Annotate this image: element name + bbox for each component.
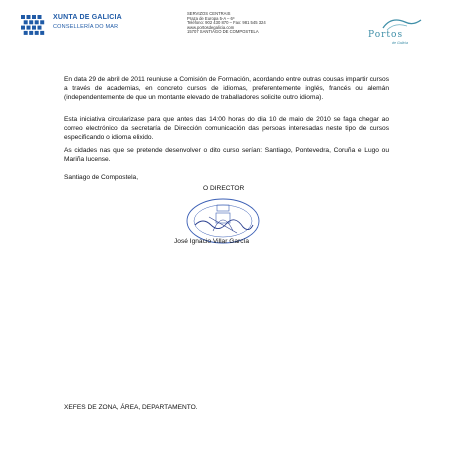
paragraph-meeting: En data 29 de abril de 2011 reuniuse a Comisión de Formación, acordando entre outras cousas impartir cursos a través de academias, en concreto cursos de idiomas, preferentemente inglés, francés ou alemán (independentemente de que un montante elevado de traballadores solicite outro idioma). — [64, 76, 389, 101]
recipients-line: XEFES DE ZONA, ÁREA, DEPARTAMENTO. — [64, 404, 198, 411]
org-name: XUNTA DE GALICIA — [53, 14, 122, 21]
address-line: Praza de Europa 5-A – 6º — [187, 15, 235, 21]
address-line: SERVIZOS CENTRAIS — [187, 11, 231, 16]
department-name: CONSELLERÍA DO MAR — [53, 24, 119, 30]
address-line: www.portosdegalicia.com — [187, 24, 235, 30]
paragraph-cities: As cidades nas que se pretende desenvolver o dito curso serían: Santiago, Pontevedra, Coruña e Lugo ou Mariña lucense. — [64, 147, 389, 163]
portos-subtitle: de Galicia — [392, 41, 408, 45]
address-line: Teléfono: 902 430 870 – Fax: 981 545 324 — [187, 20, 266, 26]
address-line: 15707 SANTIAGO DE COMPOSTELA — [187, 29, 259, 35]
address-block — [187, 12, 266, 35]
signer-name: José Ignacio Villar García — [174, 238, 250, 245]
xunta-galicia-logo-icon — [21, 15, 47, 35]
place-line: Santiago de Compostela, — [64, 174, 139, 181]
paragraph-deadline: Esta iniciativa circularizase para que antes das 14:00 horas do dia 10 de maio de 2010 se faga chegar ao correo electrónico da secretaría de Dirección comunicación das persoas interesadas neste tipo de cursos especificando o idioma elixido. — [64, 116, 389, 141]
signer-title: O DIRECTOR — [203, 185, 245, 192]
portos-name: Portos — [368, 30, 404, 40]
